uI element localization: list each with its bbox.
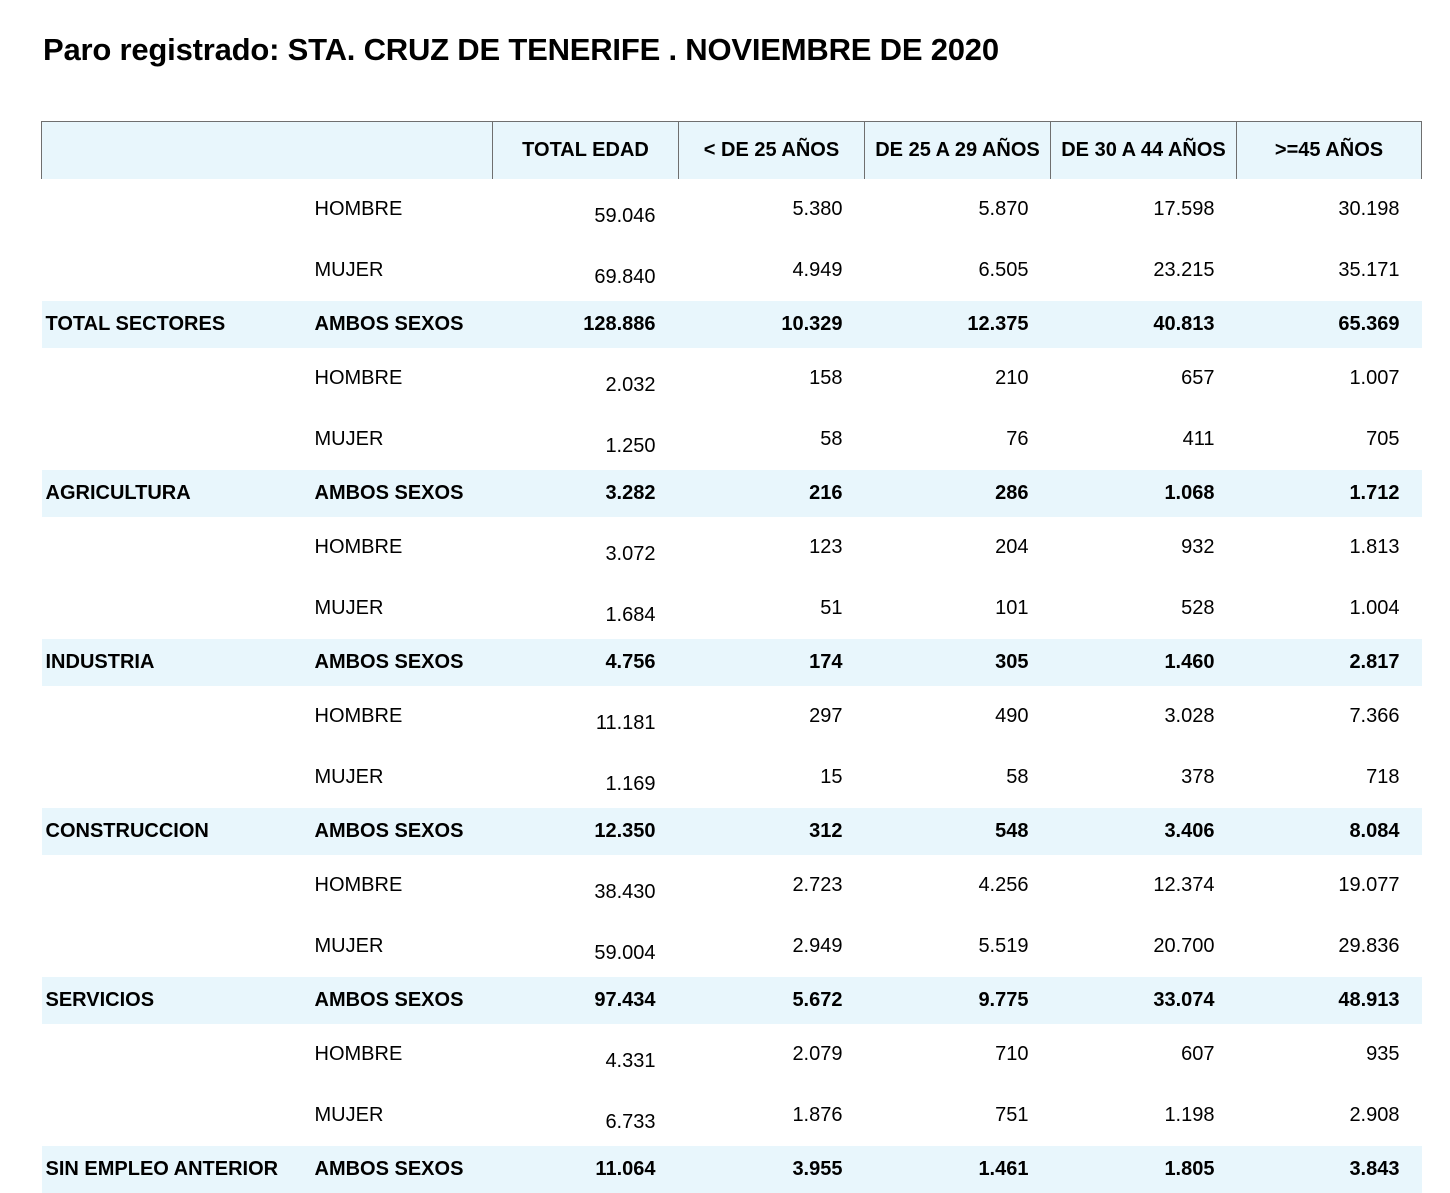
sex-cell: HOMBRE bbox=[314, 367, 403, 389]
sex-cell: AMBOS SEXOS bbox=[306, 977, 493, 1024]
sector-cell: AGRICULTURA bbox=[42, 470, 306, 517]
under-25-cell: 312 bbox=[679, 808, 865, 855]
age-25-29-cell: 12.375 bbox=[865, 301, 1051, 348]
age-30-44-cell: 1.460 bbox=[1051, 639, 1237, 686]
age-30-44-cell: 607 bbox=[1181, 1043, 1215, 1065]
sex-cell: MUJER bbox=[314, 428, 384, 450]
age-25-29-cell: 4.256 bbox=[978, 874, 1029, 896]
table-row-total bbox=[42, 808, 1422, 855]
age-45-plus-cell: 65.369 bbox=[1237, 301, 1422, 348]
total-edad-cell: 59.046 bbox=[594, 205, 656, 227]
sector-cell: SIN EMPLEO ANTERIOR bbox=[42, 1146, 306, 1193]
age-45-plus-cell: 3.843 bbox=[1237, 1146, 1422, 1193]
header-under-25: < DE 25 AÑOS bbox=[679, 122, 865, 180]
table-row bbox=[42, 1085, 1422, 1146]
age-25-29-cell: 751 bbox=[995, 1104, 1029, 1126]
unemployment-table bbox=[41, 121, 1422, 1193]
age-45-plus-cell: 8.084 bbox=[1237, 808, 1422, 855]
age-25-29-cell: 204 bbox=[995, 536, 1029, 558]
sex-cell: AMBOS SEXOS bbox=[306, 301, 493, 348]
sex-cell: AMBOS SEXOS bbox=[306, 808, 493, 855]
under-25-cell: 1.876 bbox=[792, 1104, 843, 1126]
age-25-29-cell: 210 bbox=[995, 367, 1029, 389]
total-edad-cell: 4.756 bbox=[493, 639, 679, 686]
table-row bbox=[42, 517, 1422, 578]
age-25-29-cell: 76 bbox=[1006, 428, 1029, 450]
sector-cell bbox=[42, 747, 306, 808]
header-25-29: DE 25 A 29 AÑOS bbox=[865, 122, 1051, 180]
age-45-plus-cell: 1.712 bbox=[1237, 470, 1422, 517]
age-30-44-cell: 17.598 bbox=[1153, 198, 1215, 220]
age-25-29-cell: 58 bbox=[1006, 766, 1029, 788]
under-25-cell: 2.723 bbox=[792, 874, 843, 896]
age-25-29-cell: 1.461 bbox=[865, 1146, 1051, 1193]
table-row bbox=[42, 686, 1422, 747]
under-25-cell: 297 bbox=[809, 705, 843, 727]
under-25-cell: 216 bbox=[679, 470, 865, 517]
header-45-plus: >=45 AÑOS bbox=[1237, 122, 1422, 180]
sex-cell: MUJER bbox=[314, 259, 384, 281]
sector-cell bbox=[42, 240, 306, 301]
age-25-29-cell: 710 bbox=[995, 1043, 1029, 1065]
age-30-44-cell: 3.028 bbox=[1164, 705, 1215, 727]
age-45-plus-cell: 718 bbox=[1366, 766, 1400, 788]
under-25-cell: 15 bbox=[820, 766, 843, 788]
table-row bbox=[42, 855, 1422, 916]
age-45-plus-cell: 35.171 bbox=[1338, 259, 1400, 281]
sex-cell: MUJER bbox=[314, 597, 384, 619]
under-25-cell: 10.329 bbox=[679, 301, 865, 348]
under-25-cell: 123 bbox=[809, 536, 843, 558]
sector-cell bbox=[42, 1085, 306, 1146]
sector-cell bbox=[42, 179, 306, 240]
total-edad-cell: 11.181 bbox=[595, 712, 656, 734]
total-edad-cell: 2.032 bbox=[605, 374, 656, 396]
under-25-cell: 58 bbox=[820, 428, 843, 450]
age-30-44-cell: 40.813 bbox=[1051, 301, 1237, 348]
under-25-cell: 51 bbox=[820, 597, 843, 619]
table-row bbox=[42, 1024, 1422, 1085]
sector-cell: INDUSTRIA bbox=[42, 639, 306, 686]
total-edad-cell: 11.064 bbox=[493, 1146, 679, 1193]
table-row bbox=[42, 409, 1422, 470]
under-25-cell: 2.079 bbox=[792, 1043, 843, 1065]
sex-cell: AMBOS SEXOS bbox=[306, 470, 493, 517]
sex-cell: AMBOS SEXOS bbox=[306, 639, 493, 686]
age-45-plus-cell: 2.817 bbox=[1237, 639, 1422, 686]
sector-cell bbox=[42, 686, 306, 747]
under-25-cell: 158 bbox=[809, 367, 843, 389]
total-edad-cell: 3.282 bbox=[493, 470, 679, 517]
sex-cell: HOMBRE bbox=[314, 198, 403, 220]
sector-cell bbox=[42, 348, 306, 409]
under-25-cell: 3.955 bbox=[679, 1146, 865, 1193]
table-row bbox=[42, 240, 1422, 301]
age-30-44-cell: 528 bbox=[1181, 597, 1215, 619]
age-45-plus-cell: 7.366 bbox=[1349, 705, 1400, 727]
age-25-29-cell: 305 bbox=[865, 639, 1051, 686]
age-25-29-cell: 5.870 bbox=[978, 198, 1029, 220]
age-25-29-cell: 6.505 bbox=[978, 259, 1029, 281]
age-45-plus-cell: 1.007 bbox=[1349, 367, 1400, 389]
age-45-plus-cell: 1.004 bbox=[1349, 597, 1400, 619]
under-25-cell: 5.380 bbox=[792, 198, 843, 220]
age-45-plus-cell: 48.913 bbox=[1237, 977, 1422, 1024]
sector-cell bbox=[42, 578, 306, 639]
table-row bbox=[42, 348, 1422, 409]
table-row-total bbox=[42, 1146, 1422, 1193]
table-row bbox=[42, 916, 1422, 977]
table-body bbox=[42, 179, 1422, 1193]
page-title: Paro registrado: STA. CRUZ DE TENERIFE . NOVIEMBRE DE 2020 bbox=[43, 32, 999, 67]
total-edad-cell: 1.169 bbox=[605, 773, 656, 795]
total-edad-cell: 4.331 bbox=[605, 1050, 656, 1072]
sex-cell: MUJER bbox=[314, 935, 384, 957]
table-row-total bbox=[42, 639, 1422, 686]
total-edad-cell: 1.250 bbox=[605, 435, 656, 457]
total-edad-cell: 12.350 bbox=[493, 808, 679, 855]
age-30-44-cell: 932 bbox=[1181, 536, 1215, 558]
table-row bbox=[42, 747, 1422, 808]
sector-cell bbox=[42, 855, 306, 916]
age-45-plus-cell: 2.908 bbox=[1349, 1104, 1400, 1126]
age-25-29-cell: 286 bbox=[865, 470, 1051, 517]
under-25-cell: 174 bbox=[679, 639, 865, 686]
under-25-cell: 5.672 bbox=[679, 977, 865, 1024]
total-edad-cell: 3.072 bbox=[605, 543, 656, 565]
table-row bbox=[42, 578, 1422, 639]
total-edad-cell: 59.004 bbox=[594, 942, 656, 964]
age-25-29-cell: 9.775 bbox=[865, 977, 1051, 1024]
age-30-44-cell: 657 bbox=[1181, 367, 1215, 389]
table-row-total bbox=[42, 301, 1422, 348]
sector-cell: TOTAL SECTORES bbox=[42, 301, 306, 348]
age-30-44-cell: 12.374 bbox=[1153, 874, 1215, 896]
total-edad-cell: 38.430 bbox=[594, 881, 656, 903]
age-45-plus-cell: 29.836 bbox=[1338, 935, 1400, 957]
total-edad-cell: 1.684 bbox=[605, 604, 656, 626]
sex-cell: HOMBRE bbox=[314, 874, 403, 896]
total-edad-cell: 128.886 bbox=[493, 301, 679, 348]
age-30-44-cell: 1.805 bbox=[1051, 1146, 1237, 1193]
age-30-44-cell: 411 bbox=[1182, 428, 1215, 450]
sex-cell: HOMBRE bbox=[314, 705, 403, 727]
age-25-29-cell: 101 bbox=[995, 597, 1029, 619]
under-25-cell: 2.949 bbox=[792, 935, 843, 957]
age-45-plus-cell: 1.813 bbox=[1349, 536, 1400, 558]
header-total-edad: TOTAL EDAD bbox=[493, 122, 679, 180]
total-edad-cell: 69.840 bbox=[594, 266, 656, 288]
age-30-44-cell: 33.074 bbox=[1051, 977, 1237, 1024]
sector-cell bbox=[42, 916, 306, 977]
sector-cell: SERVICIOS bbox=[42, 977, 306, 1024]
age-25-29-cell: 490 bbox=[995, 705, 1029, 727]
header-30-44: DE 30 A 44 AÑOS bbox=[1051, 122, 1237, 180]
sex-cell: MUJER bbox=[314, 766, 384, 788]
sector-cell bbox=[42, 409, 306, 470]
age-45-plus-cell: 705 bbox=[1366, 428, 1400, 450]
sex-cell: HOMBRE bbox=[314, 1043, 403, 1065]
age-45-plus-cell: 19.077 bbox=[1338, 874, 1400, 896]
sector-cell bbox=[42, 517, 306, 578]
age-45-plus-cell: 30.198 bbox=[1338, 198, 1400, 220]
table-row bbox=[42, 179, 1422, 240]
age-30-44-cell: 23.215 bbox=[1153, 259, 1215, 281]
total-edad-cell: 6.733 bbox=[605, 1111, 656, 1133]
age-25-29-cell: 5.519 bbox=[978, 935, 1029, 957]
sector-cell: CONSTRUCCION bbox=[42, 808, 306, 855]
sex-cell: HOMBRE bbox=[314, 536, 403, 558]
table-row-total bbox=[42, 470, 1422, 517]
sex-cell: AMBOS SEXOS bbox=[306, 1146, 493, 1193]
age-30-44-cell: 1.068 bbox=[1051, 470, 1237, 517]
age-30-44-cell: 1.198 bbox=[1164, 1104, 1215, 1126]
table-row-total bbox=[42, 977, 1422, 1024]
age-25-29-cell: 548 bbox=[865, 808, 1051, 855]
age-30-44-cell: 378 bbox=[1181, 766, 1215, 788]
header-blank-cell bbox=[42, 122, 493, 180]
age-30-44-cell: 20.700 bbox=[1153, 935, 1215, 957]
age-30-44-cell: 3.406 bbox=[1051, 808, 1237, 855]
sector-cell bbox=[42, 1024, 306, 1085]
sex-cell: MUJER bbox=[314, 1104, 384, 1126]
table-header-row bbox=[42, 122, 1422, 180]
total-edad-cell: 97.434 bbox=[493, 977, 679, 1024]
age-45-plus-cell: 935 bbox=[1366, 1043, 1400, 1065]
under-25-cell: 4.949 bbox=[792, 259, 843, 281]
